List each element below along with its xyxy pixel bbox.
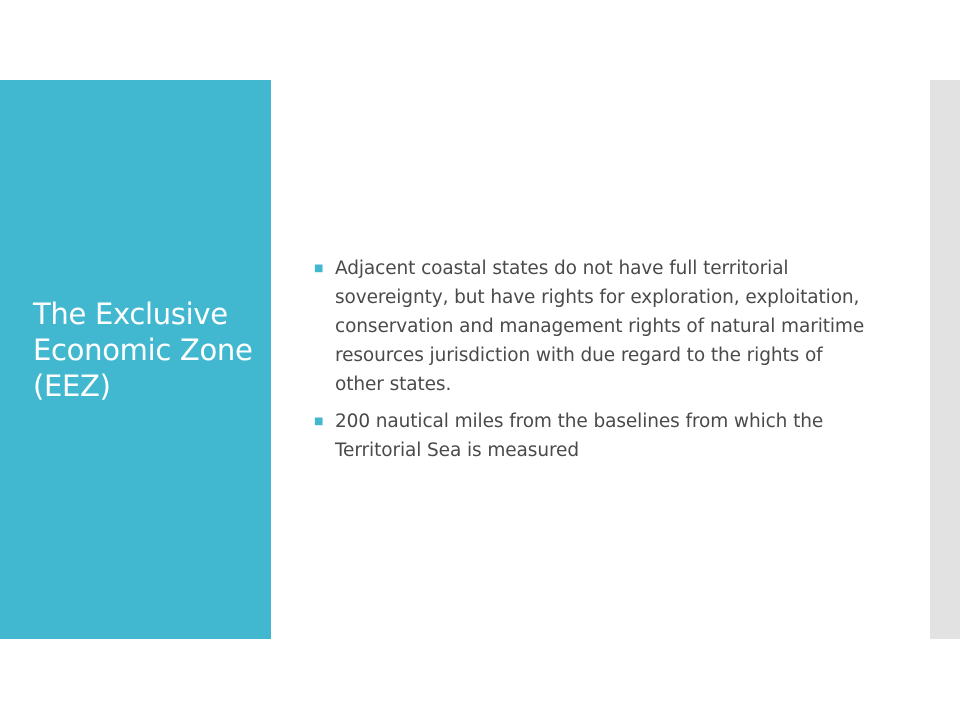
bullet-item [314, 254, 866, 399]
content-area [314, 254, 866, 465]
square-bullet-icon: ■ [314, 416, 324, 427]
square-bullet-icon: ■ [314, 263, 324, 274]
bullet-list [314, 254, 866, 465]
slide-title: The Exclusive Economic Zone (EEZ) [33, 297, 253, 403]
bullet-item [314, 407, 866, 465]
bullet-text: 200 nautical miles from the baselines from which the Territorial Sea is measured [335, 411, 824, 461]
right-accent-strip [930, 80, 960, 639]
bullet-text: Adjacent coastal states do not have full territorial sovereignty, but have rights for exploration, exploitation, conservation and management rights of natural maritime resources jurisdiction with due regard to the rights of other states. [335, 258, 865, 395]
